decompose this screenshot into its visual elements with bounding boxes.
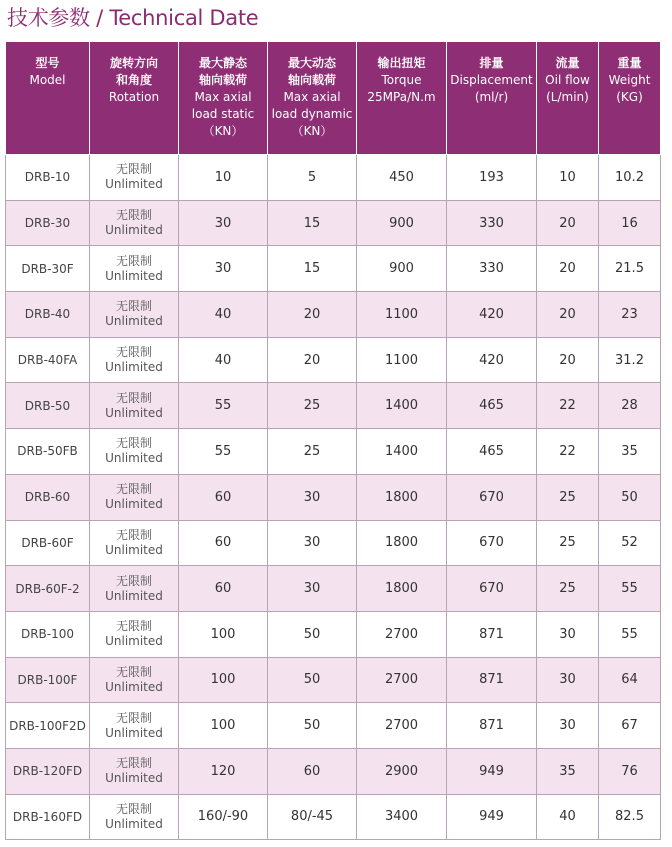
torque-cell: 1100 <box>357 292 447 338</box>
rotation-cell <box>90 155 179 201</box>
static-cell: 55 <box>179 383 268 429</box>
column-header-en: Displacement <box>450 73 533 87</box>
disp-cell: 465 <box>447 383 537 429</box>
torque-cell: 900 <box>357 200 447 246</box>
weight-cell: 50 <box>599 474 661 520</box>
torque-cell: 2700 <box>357 611 447 657</box>
table-row <box>6 703 661 749</box>
rotation-en: Unlimited <box>105 177 163 192</box>
dynamic-cell: 80/-45 <box>268 794 357 840</box>
column-header-cn: 最大静态 <box>198 56 247 70</box>
weight-cell: 35 <box>599 429 661 475</box>
column-header-en: Max axial <box>283 90 341 104</box>
column-header-en: （KN） <box>291 124 333 138</box>
disp-cell: 871 <box>447 611 537 657</box>
rotation-cn: 无限制 <box>115 573 152 588</box>
model-cell: DRB-50FB <box>6 429 90 475</box>
rotation-cell <box>90 474 179 520</box>
flow-cell: 20 <box>537 200 599 246</box>
static-cell: 120 <box>179 748 268 794</box>
rotation-cell <box>90 748 179 794</box>
rotation-en: Unlimited <box>105 542 163 557</box>
rotation-cell <box>90 337 179 383</box>
static-cell: 160/-90 <box>179 794 268 840</box>
column-header-en: 25MPa/N.m <box>367 90 436 104</box>
column-header-en: Rotation <box>108 90 160 104</box>
model-cell: DRB-100F <box>6 657 90 703</box>
model-cell: DRB-100 <box>6 611 90 657</box>
flow-cell: 35 <box>537 748 599 794</box>
spec-table <box>5 41 661 840</box>
column-header-cn: 型号 <box>35 56 60 70</box>
disp-cell: 670 <box>447 566 537 612</box>
rotation-cell <box>90 520 179 566</box>
column-header <box>537 42 599 155</box>
flow-cell: 40 <box>537 794 599 840</box>
column-header-content <box>357 42 446 106</box>
column-header-cn: 流量 <box>555 56 580 70</box>
column-header-content <box>179 42 267 140</box>
table-row <box>6 657 661 703</box>
flow-cell: 30 <box>537 703 599 749</box>
column-header-en: (KG) <box>616 90 643 104</box>
column-header <box>599 42 661 155</box>
torque-cell: 1800 <box>357 474 447 520</box>
weight-cell: 67 <box>599 703 661 749</box>
disp-cell: 330 <box>447 200 537 246</box>
static-cell: 100 <box>179 703 268 749</box>
flow-cell: 20 <box>537 246 599 292</box>
model-cell: DRB-40 <box>6 292 90 338</box>
model-cell: DRB-30 <box>6 200 90 246</box>
column-header-content <box>90 42 178 106</box>
disp-cell: 949 <box>447 748 537 794</box>
column-header-en: Max axial <box>194 90 252 104</box>
static-cell: 100 <box>179 657 268 703</box>
dynamic-cell: 15 <box>268 246 357 292</box>
rotation-cell <box>90 566 179 612</box>
model-cell: DRB-60F <box>6 520 90 566</box>
column-header-en: load static <box>191 107 255 121</box>
model-cell: DRB-40FA <box>6 337 90 383</box>
column-header-en: (L/min) <box>546 90 589 104</box>
static-cell: 40 <box>179 337 268 383</box>
weight-cell: 16 <box>599 200 661 246</box>
rotation-en: Unlimited <box>105 679 163 694</box>
rotation-cell <box>90 383 179 429</box>
model-cell: DRB-50 <box>6 383 90 429</box>
rotation-en: Unlimited <box>105 634 163 649</box>
disp-cell: 330 <box>447 246 537 292</box>
column-header-en: （KN） <box>202 124 244 138</box>
flow-cell: 25 <box>537 566 599 612</box>
rotation-en: Unlimited <box>105 223 163 238</box>
table-row <box>6 383 661 429</box>
weight-cell: 10.2 <box>599 155 661 201</box>
rotation-cell <box>90 200 179 246</box>
static-cell: 40 <box>179 292 268 338</box>
rotation-en: Unlimited <box>105 451 163 466</box>
weight-cell: 64 <box>599 657 661 703</box>
table-body <box>6 155 661 840</box>
flow-cell: 20 <box>537 292 599 338</box>
column-header-content <box>537 42 598 106</box>
rotation-cell <box>90 292 179 338</box>
table-row <box>6 520 661 566</box>
flow-cell: 22 <box>537 429 599 475</box>
static-cell: 30 <box>179 246 268 292</box>
flow-cell: 25 <box>537 474 599 520</box>
table-row <box>6 748 661 794</box>
rotation-en: Unlimited <box>105 771 163 786</box>
dynamic-cell: 50 <box>268 703 357 749</box>
static-cell: 60 <box>179 474 268 520</box>
model-cell: DRB-120FD <box>6 748 90 794</box>
rotation-en: Unlimited <box>105 268 163 283</box>
model-cell: DRB-100F2D <box>6 703 90 749</box>
column-header-cn: 最大动态 <box>287 56 336 70</box>
table-row <box>6 292 661 338</box>
disp-cell: 420 <box>447 337 537 383</box>
column-header <box>268 42 357 155</box>
rotation-cn: 无限制 <box>115 756 152 771</box>
column-header-content <box>268 42 356 140</box>
disp-cell: 465 <box>447 429 537 475</box>
rotation-cn: 无限制 <box>115 801 152 816</box>
torque-cell: 2700 <box>357 703 447 749</box>
disp-cell: 871 <box>447 703 537 749</box>
column-header-en: Torque <box>381 73 422 87</box>
column-header-en: Oil flow <box>545 73 590 87</box>
rotation-cn: 无限制 <box>115 208 152 223</box>
table-row <box>6 337 661 383</box>
rotation-en: Unlimited <box>105 314 163 329</box>
table-row <box>6 611 661 657</box>
rotation-cell <box>90 246 179 292</box>
dynamic-cell: 30 <box>268 474 357 520</box>
disp-cell: 949 <box>447 794 537 840</box>
dynamic-cell: 50 <box>268 657 357 703</box>
torque-cell: 1100 <box>357 337 447 383</box>
column-header <box>90 42 179 155</box>
column-header-cn: 重量 <box>617 56 642 70</box>
page-title: 技术参数 / Technical Date <box>7 6 259 30</box>
column-header-content <box>599 42 660 106</box>
table-row <box>6 429 661 475</box>
column-header-cn: 排量 <box>479 56 504 70</box>
table-row <box>6 155 661 201</box>
torque-cell: 1400 <box>357 429 447 475</box>
weight-cell: 21.5 <box>599 246 661 292</box>
static-cell: 60 <box>179 566 268 612</box>
static-cell: 60 <box>179 520 268 566</box>
torque-cell: 1800 <box>357 566 447 612</box>
flow-cell: 10 <box>537 155 599 201</box>
disp-cell: 670 <box>447 474 537 520</box>
rotation-cn: 无限制 <box>115 619 152 634</box>
rotation-cn: 无限制 <box>115 345 152 360</box>
static-cell: 30 <box>179 200 268 246</box>
torque-cell: 450 <box>357 155 447 201</box>
column-header-en: Weight <box>608 73 651 87</box>
column-header-cn: 轴向载荷 <box>287 73 336 87</box>
torque-cell: 2900 <box>357 748 447 794</box>
table-row <box>6 474 661 520</box>
rotation-en: Unlimited <box>105 588 163 603</box>
model-cell: DRB-60 <box>6 474 90 520</box>
static-cell: 100 <box>179 611 268 657</box>
weight-cell: 31.2 <box>599 337 661 383</box>
disp-cell: 871 <box>447 657 537 703</box>
weight-cell: 52 <box>599 520 661 566</box>
disp-cell: 420 <box>447 292 537 338</box>
torque-cell: 2700 <box>357 657 447 703</box>
static-cell: 55 <box>179 429 268 475</box>
column-header-cn: 轴向载荷 <box>198 73 247 87</box>
weight-cell: 82.5 <box>599 794 661 840</box>
dynamic-cell: 15 <box>268 200 357 246</box>
rotation-en: Unlimited <box>105 816 163 831</box>
column-header <box>357 42 447 155</box>
column-header-en: Model <box>29 73 66 87</box>
rotation-cn: 无限制 <box>115 527 152 542</box>
flow-cell: 30 <box>537 657 599 703</box>
column-header-cn: 旋转方向 <box>109 56 158 70</box>
column-header-cn: 和角度 <box>115 73 152 87</box>
column-header <box>447 42 537 155</box>
dynamic-cell: 30 <box>268 566 357 612</box>
rotation-en: Unlimited <box>105 725 163 740</box>
torque-cell: 1400 <box>357 383 447 429</box>
model-cell: DRB-60F-2 <box>6 566 90 612</box>
rotation-cn: 无限制 <box>115 162 152 177</box>
table-row <box>6 246 661 292</box>
rotation-cn: 无限制 <box>115 482 152 497</box>
rotation-cell <box>90 429 179 475</box>
rotation-cn: 无限制 <box>115 710 152 725</box>
dynamic-cell: 25 <box>268 383 357 429</box>
weight-cell: 76 <box>599 748 661 794</box>
column-header <box>179 42 268 155</box>
rotation-cn: 无限制 <box>115 299 152 314</box>
table-header-row <box>6 42 661 155</box>
dynamic-cell: 20 <box>268 337 357 383</box>
flow-cell: 30 <box>537 611 599 657</box>
rotation-cell <box>90 703 179 749</box>
rotation-en: Unlimited <box>105 360 163 375</box>
rotation-cn: 无限制 <box>115 664 152 679</box>
torque-cell: 900 <box>357 246 447 292</box>
column-header-content <box>6 42 89 89</box>
rotation-cn: 无限制 <box>115 390 152 405</box>
column-header-en: load dynamic <box>271 107 353 121</box>
flow-cell: 25 <box>537 520 599 566</box>
model-cell: DRB-160FD <box>6 794 90 840</box>
torque-cell: 1800 <box>357 520 447 566</box>
dynamic-cell: 50 <box>268 611 357 657</box>
rotation-cn: 无限制 <box>115 436 152 451</box>
rotation-en: Unlimited <box>105 497 163 512</box>
table-row <box>6 200 661 246</box>
column-header <box>6 42 90 155</box>
model-cell: DRB-30F <box>6 246 90 292</box>
dynamic-cell: 25 <box>268 429 357 475</box>
table-row <box>6 566 661 612</box>
dynamic-cell: 20 <box>268 292 357 338</box>
model-cell: DRB-10 <box>6 155 90 201</box>
table-row <box>6 794 661 840</box>
column-header-en: (ml/r) <box>474 90 509 104</box>
rotation-cell <box>90 657 179 703</box>
weight-cell: 23 <box>599 292 661 338</box>
disp-cell: 193 <box>447 155 537 201</box>
disp-cell: 670 <box>447 520 537 566</box>
rotation-cell <box>90 611 179 657</box>
rotation-cn: 无限制 <box>115 253 152 268</box>
flow-cell: 22 <box>537 383 599 429</box>
flow-cell: 20 <box>537 337 599 383</box>
dynamic-cell: 5 <box>268 155 357 201</box>
column-header-content <box>447 42 536 106</box>
torque-cell: 3400 <box>357 794 447 840</box>
weight-cell: 28 <box>599 383 661 429</box>
weight-cell: 55 <box>599 611 661 657</box>
rotation-cell <box>90 794 179 840</box>
dynamic-cell: 30 <box>268 520 357 566</box>
rotation-en: Unlimited <box>105 405 163 420</box>
dynamic-cell: 60 <box>268 748 357 794</box>
static-cell: 10 <box>179 155 268 201</box>
column-header-cn: 输出扭矩 <box>377 56 426 70</box>
weight-cell: 55 <box>599 566 661 612</box>
